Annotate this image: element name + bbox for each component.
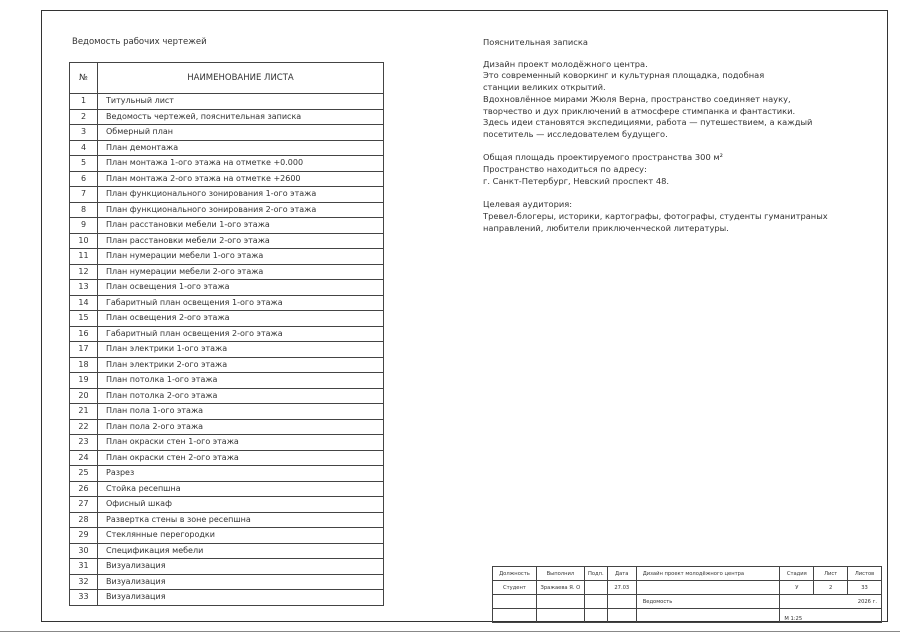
sheet-name: Габаритный план освещения 2-ого этажа: [98, 326, 384, 342]
sheet-number: 16: [70, 326, 98, 342]
stamp-empty-cell: [536, 595, 584, 609]
stamp-signature-label: Подп.: [584, 567, 607, 581]
stamp-empty-cell: [493, 595, 537, 609]
sheet-name: Габаритный план освещения 1-ого этажа: [98, 295, 384, 311]
stamp-project-name: Дизайн проект молодёжного центра: [636, 567, 780, 581]
stamp-signature-cell: [584, 581, 607, 595]
sheet-number: 2: [70, 109, 98, 125]
stamp-empty-cell: [607, 609, 636, 623]
note-line: Это современный коворкинг и культурная площадка, подобная: [483, 70, 765, 81]
sheet-name: Титульный лист: [98, 94, 384, 110]
sheet-number: 7: [70, 187, 98, 203]
sheet-number: 20: [70, 388, 98, 404]
sheet-number: 5: [70, 156, 98, 172]
title-block-row: [493, 567, 882, 581]
sheet-name: Разрез: [98, 466, 384, 482]
note-line: творчество и дух приключений в атмосфере стимпанка и фантастики.: [483, 105, 796, 116]
sheet-row: [70, 373, 384, 389]
explanatory-note: [483, 37, 863, 246]
sheet-list-header-row: [70, 63, 384, 94]
sheet-name: План демонтажа: [98, 140, 384, 156]
title-block-row: [493, 609, 882, 623]
sheet-number: 4: [70, 140, 98, 156]
stamp-sheets-value: 33: [848, 581, 882, 595]
note-line: Дизайн проект молодёжного центра.: [483, 58, 648, 69]
sheet-name: План окраски стен 2-ого этажа: [98, 450, 384, 466]
sheet-number: 13: [70, 280, 98, 296]
title-block-row: [493, 581, 882, 595]
sheet-row: [70, 109, 384, 125]
sheet-row: [70, 187, 384, 203]
stamp-author: Зражаева Я. О: [536, 581, 584, 595]
sheet-number: 29: [70, 528, 98, 544]
sheet-name: План потолка 1-ого этажа: [98, 373, 384, 389]
stamp-empty-cell: [493, 609, 537, 623]
sheet-number: 27: [70, 497, 98, 513]
sheet-number: 15: [70, 311, 98, 327]
stamp-stage-label: Стадия: [780, 567, 814, 581]
sheet-list-title: Ведомость рабочих чертежей: [72, 37, 207, 47]
sheet-row: [70, 94, 384, 110]
stamp-scale: М 1:25: [780, 609, 882, 623]
sheet-name: Визуализация: [98, 590, 384, 606]
sheet-number: 6: [70, 171, 98, 187]
note-line: посетитель — исследователем будущего.: [483, 128, 668, 139]
sheet-row: [70, 249, 384, 265]
sheet-name: План электрики 1-ого этажа: [98, 342, 384, 358]
sheet-row: [70, 171, 384, 187]
sheet-row: [70, 326, 384, 342]
sheet-name: План функционального зонирования 2-ого этажа: [98, 202, 384, 218]
stamp-empty-cell: [607, 595, 636, 609]
note-line: Здесь идеи становятся экспедициями, работа — путешествием, а каждый: [483, 117, 813, 128]
sheet-number: 18: [70, 357, 98, 373]
column-header-sheet-name: НАИМЕНОВАНИЕ ЛИСТА: [98, 63, 384, 94]
sheet-row: [70, 202, 384, 218]
sheet-row: [70, 357, 384, 373]
stamp-document-name: Ведомость: [636, 595, 780, 609]
sheet-number: 9: [70, 218, 98, 234]
sheet-number: 28: [70, 512, 98, 528]
sheet-number: 24: [70, 450, 98, 466]
sheet-row: [70, 574, 384, 590]
sheet-row: [70, 311, 384, 327]
sheet-number: 12: [70, 264, 98, 280]
explanatory-note-title: Пояснительная записка: [483, 37, 588, 47]
stamp-empty-cell: [636, 609, 780, 623]
sheet-number: 11: [70, 249, 98, 265]
sheet-name: План пола 1-ого этажа: [98, 404, 384, 420]
sheet-name: План нумерации мебели 1-ого этажа: [98, 249, 384, 265]
explanatory-note-body: [483, 59, 863, 235]
sheet-row: [70, 295, 384, 311]
sheet-row: [70, 512, 384, 528]
sheet-number: 3: [70, 125, 98, 141]
sheet-row: [70, 590, 384, 606]
stamp-sheet-value: 2: [814, 581, 848, 595]
sheet-number: 10: [70, 233, 98, 249]
sheet-name: План функционального зонирования 1-ого этажа: [98, 187, 384, 203]
sheet-name: План нумерации мебели 2-ого этажа: [98, 264, 384, 280]
sheet-number: 26: [70, 481, 98, 497]
sheet-row: [70, 233, 384, 249]
sheet-row: [70, 419, 384, 435]
sheet-name: Офисный шкаф: [98, 497, 384, 513]
sheet-number: 32: [70, 574, 98, 590]
sheet-number: 19: [70, 373, 98, 389]
sheet-name: Стойка ресепшна: [98, 481, 384, 497]
sheet-name: Развертка стены в зоне ресепшна: [98, 512, 384, 528]
sheet-row: [70, 388, 384, 404]
stamp-stage-value: У: [780, 581, 814, 595]
sheet-row: [70, 559, 384, 575]
note-line: станции великих открытий.: [483, 82, 606, 93]
sheet-row: [70, 497, 384, 513]
note-line: Тревел-блогеры, историки, картографы, фотографы, студенты гуманитраных: [483, 210, 828, 221]
sheet-row: [70, 481, 384, 497]
stamp-date-label: Дата: [607, 567, 636, 581]
sheet-list-body: [70, 94, 384, 606]
sheet-name: Ведомость чертежей, пояснительная записка: [98, 109, 384, 125]
sheet-number: 33: [70, 590, 98, 606]
stamp-position-value: Студент: [493, 581, 537, 595]
stamp-sheets-label: Листов: [848, 567, 882, 581]
column-header-number: №: [70, 63, 98, 94]
sheet-name: Стеклянные перегородки: [98, 528, 384, 544]
stamp-empty-cell: [536, 609, 584, 623]
sheet-row: [70, 264, 384, 280]
sheet-number: 23: [70, 435, 98, 451]
sheet-name: План пола 2-ого этажа: [98, 419, 384, 435]
stamp-empty-cell: [584, 595, 607, 609]
sheet-row: [70, 125, 384, 141]
note-paragraph: [483, 152, 863, 187]
sheet-list-table: [69, 62, 384, 606]
sheet-row: [70, 450, 384, 466]
note-line: Пространство находиться по адресу:: [483, 164, 647, 175]
note-line: г. Санкт-Петербург, Невский проспект 48.: [483, 175, 670, 186]
sheet-number: 8: [70, 202, 98, 218]
stamp-empty-cell: [584, 609, 607, 623]
note-paragraph: [483, 199, 863, 234]
title-block-row: [493, 595, 882, 609]
sheet-row: [70, 280, 384, 296]
sheet-row: [70, 156, 384, 172]
sheet-number: 25: [70, 466, 98, 482]
sheet-row: [70, 140, 384, 156]
stamp-date-value: 27.03: [607, 581, 636, 595]
stamp-performed-label: Выполнил: [536, 567, 584, 581]
sheet-row: [70, 466, 384, 482]
sheet-name: Визуализация: [98, 574, 384, 590]
sheet-row: [70, 543, 384, 559]
sheet-name: Спецификация мебели: [98, 543, 384, 559]
sheet-number: 30: [70, 543, 98, 559]
stamp-sheet-label: Лист: [814, 567, 848, 581]
sheet-name: План электрики 2-ого этажа: [98, 357, 384, 373]
sheet-number: 1: [70, 94, 98, 110]
sheet-name: План расстановки мебели 1-ого этажа: [98, 218, 384, 234]
sheet-number: 21: [70, 404, 98, 420]
sheet-name: Визуализация: [98, 559, 384, 575]
sheet-row: [70, 218, 384, 234]
sheet-name: План окраски стен 1-ого этажа: [98, 435, 384, 451]
stamp-year: 2026 г.: [780, 595, 882, 609]
sheet-name: План расстановки мебели 2-ого этажа: [98, 233, 384, 249]
sheet-name: Обмерный план: [98, 125, 384, 141]
sheet-number: 22: [70, 419, 98, 435]
sheet-name: План монтажа 2-ого этажа на отметке +2600: [98, 171, 384, 187]
note-line: Целевая аудитория:: [483, 199, 573, 210]
sheet-row: [70, 528, 384, 544]
title-block: [492, 566, 882, 623]
note-line: Вдохновлённое мирами Жюля Верна, пространство соединяет науку,: [483, 93, 791, 104]
note-line: направлений, любители приключенческой литературы.: [483, 222, 729, 233]
sheet-name: План освещения 2-ого этажа: [98, 311, 384, 327]
sheet-number: 14: [70, 295, 98, 311]
sheet-row: [70, 342, 384, 358]
note-line: Общая площадь проектируемого пространства 300 м²: [483, 152, 723, 163]
note-paragraph: [483, 59, 863, 141]
sheet-name: План освещения 1-ого этажа: [98, 280, 384, 296]
sheet-row: [70, 404, 384, 420]
stamp-empty-cell: [636, 581, 780, 595]
sheet-row: [70, 435, 384, 451]
sheet-name: План монтажа 1-ого этажа на отметке +0.000: [98, 156, 384, 172]
sheet-number: 31: [70, 559, 98, 575]
stamp-position-label: Должность: [493, 567, 537, 581]
sheet-number: 17: [70, 342, 98, 358]
sheet-name: План потолка 2-ого этажа: [98, 388, 384, 404]
page-edge-line: [0, 631, 900, 632]
